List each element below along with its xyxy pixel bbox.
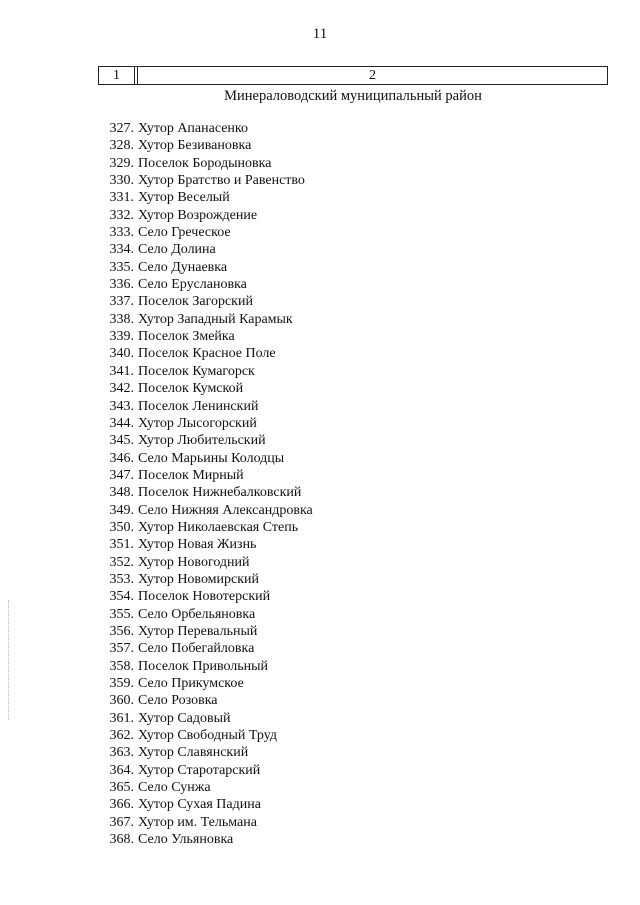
list-item	[0, 241, 313, 258]
list-item	[0, 744, 313, 761]
settlement-name: Поселок Загорский	[138, 294, 253, 310]
settlement-name: Село Розовка	[138, 693, 218, 709]
list-item	[0, 814, 313, 831]
settlement-name: Село Ульяновка	[138, 832, 234, 848]
settlement-number: 358.	[109, 658, 134, 674]
settlement-number: 347.	[109, 467, 134, 483]
list-item	[0, 293, 313, 310]
settlement-name: Хутор Возрождение	[138, 207, 258, 223]
settlement-name: Хутор Новомирский	[138, 571, 260, 587]
list-item	[0, 380, 313, 397]
settlement-name: Поселок Змейка	[138, 329, 235, 345]
settlement-name: Поселок Новотерский	[138, 589, 271, 605]
table-header-col-1: 1	[99, 67, 135, 84]
list-item	[0, 345, 313, 362]
settlement-name: Поселок Нижнебалковский	[138, 485, 302, 501]
list-item	[0, 155, 313, 172]
settlement-number: 367.	[109, 814, 134, 830]
settlement-name: Село Долина	[138, 242, 216, 258]
settlement-number: 350.	[109, 519, 134, 535]
settlement-name: Хутор Веселый	[138, 190, 230, 206]
settlement-name: Хутор Садовый	[138, 710, 231, 726]
list-item	[0, 536, 313, 553]
settlement-name: Село Нижняя Александровка	[138, 502, 313, 518]
list-item	[0, 172, 313, 189]
list-item	[0, 658, 313, 675]
list-item	[0, 432, 313, 449]
settlement-name: Хутор Западный Карамык	[138, 311, 293, 327]
list-item	[0, 606, 313, 623]
settlement-number: 361.	[109, 710, 134, 726]
district-title: Минераловодский муниципальный район	[224, 88, 482, 104]
settlement-number: 342.	[109, 381, 134, 397]
settlement-number: 360.	[109, 693, 134, 709]
list-item	[0, 311, 313, 328]
settlement-number: 334.	[109, 242, 134, 258]
settlement-number: 332.	[109, 207, 134, 223]
settlement-number: 345.	[109, 433, 134, 449]
settlement-number: 327.	[109, 121, 134, 136]
settlement-name: Поселок Бородыновка	[138, 155, 272, 171]
settlement-list	[0, 120, 313, 848]
list-item	[0, 137, 313, 154]
settlement-name: Хутор Любительский	[138, 433, 266, 449]
settlement-number: 339.	[109, 329, 134, 345]
settlement-number: 362.	[109, 728, 134, 744]
settlement-number: 356.	[109, 623, 134, 639]
settlement-number: 368.	[109, 832, 134, 848]
settlement-name: Поселок Красное Поле	[138, 346, 276, 362]
settlement-number: 330.	[109, 173, 134, 189]
list-item	[0, 363, 313, 380]
settlement-name: Хутор Перевальный	[138, 623, 258, 639]
list-item	[0, 224, 313, 241]
list-item	[0, 120, 313, 137]
settlement-number: 338.	[109, 311, 134, 327]
list-item	[0, 467, 313, 484]
list-item	[0, 554, 313, 571]
settlement-number: 365.	[109, 780, 134, 796]
settlement-name: Хутор Старотарский	[138, 762, 261, 778]
settlement-name: Хутор Апанасенко	[138, 121, 249, 136]
settlement-number: 328.	[109, 138, 134, 154]
settlement-name: Хутор Безивановка	[138, 138, 252, 154]
list-item	[0, 727, 313, 744]
list-item	[0, 762, 313, 779]
list-item	[0, 640, 313, 657]
settlement-number: 359.	[109, 676, 134, 691]
settlement-number: 335.	[109, 259, 134, 275]
settlement-number: 352.	[109, 554, 134, 570]
settlement-name: Село Марьины Колодцы	[138, 450, 285, 466]
settlement-number: 333.	[109, 225, 134, 241]
list-item	[0, 519, 313, 536]
settlement-name: Село Греческое	[138, 225, 231, 241]
settlement-number: 344.	[109, 415, 134, 431]
settlement-number: 346.	[109, 450, 134, 466]
list-item	[0, 189, 313, 206]
list-item	[0, 831, 313, 848]
table-header	[98, 66, 608, 85]
settlement-name: Хутор Новогодний	[138, 554, 250, 570]
settlement-name: Хутор Новая Жизнь	[138, 537, 257, 553]
settlement-name: Поселок Мирный	[138, 467, 244, 483]
list-item	[0, 207, 313, 224]
list-item	[0, 484, 313, 501]
settlement-name: Село Еруслановка	[138, 277, 247, 293]
list-item	[0, 328, 313, 345]
list-item	[0, 779, 313, 796]
settlement-name: Хутор Лысогорский	[138, 415, 257, 431]
settlement-name: Село Побегайловка	[138, 641, 255, 657]
settlement-name: Поселок Кумской	[138, 381, 244, 397]
settlement-number: 340.	[109, 346, 134, 362]
list-item	[0, 502, 313, 519]
settlement-name: Поселок Привольный	[138, 658, 269, 674]
settlement-name: Поселок Кумагорск	[138, 363, 255, 379]
settlement-number: 336.	[109, 277, 134, 293]
settlement-name: Хутор Николаевская Степь	[138, 519, 299, 535]
list-item	[0, 259, 313, 276]
page-number: 11	[312, 26, 328, 42]
margin-scan-artifact	[8, 600, 11, 720]
list-item	[0, 692, 313, 709]
settlement-number: 337.	[109, 294, 134, 310]
list-item	[0, 415, 313, 432]
settlement-name: Село Дунаевка	[138, 259, 228, 275]
list-item	[0, 588, 313, 605]
settlement-name: Село Сунжа	[138, 780, 211, 796]
list-item	[0, 623, 313, 640]
settlement-number: 353.	[109, 571, 134, 587]
settlement-name: Хутор Сухая Падина	[138, 797, 261, 813]
settlement-name: Село Орбельяновка	[138, 606, 256, 622]
settlement-number: 351.	[109, 537, 134, 553]
list-item	[0, 276, 313, 293]
settlement-number: 349.	[109, 502, 134, 518]
settlement-number: 363.	[109, 745, 134, 761]
settlement-name: Хутор Славянский	[138, 745, 249, 761]
list-item	[0, 571, 313, 588]
settlement-name: Хутор им. Тельмана	[138, 814, 257, 830]
settlement-number: 348.	[109, 485, 134, 501]
settlement-name: Хутор Свободный Труд	[138, 728, 277, 744]
list-item	[0, 398, 313, 415]
settlement-name: Поселок Ленинский	[138, 398, 259, 414]
list-item	[0, 450, 313, 467]
settlement-number: 357.	[109, 641, 134, 657]
settlement-number: 366.	[109, 797, 134, 813]
settlement-number: 331.	[109, 190, 134, 206]
list-item	[0, 796, 313, 813]
settlement-number: 329.	[109, 155, 134, 171]
settlement-number: 364.	[109, 762, 134, 778]
list-item	[0, 675, 313, 692]
settlement-name: Хутор Братство и Равенство	[138, 173, 305, 189]
table-header-col-2: 2	[369, 68, 376, 83]
settlement-number: 343.	[109, 398, 134, 414]
settlement-number: 355.	[109, 606, 134, 622]
settlement-number: 354.	[109, 589, 134, 605]
list-item	[0, 710, 313, 727]
settlement-name: Село Прикумское	[138, 676, 244, 691]
settlement-number: 341.	[109, 363, 134, 379]
